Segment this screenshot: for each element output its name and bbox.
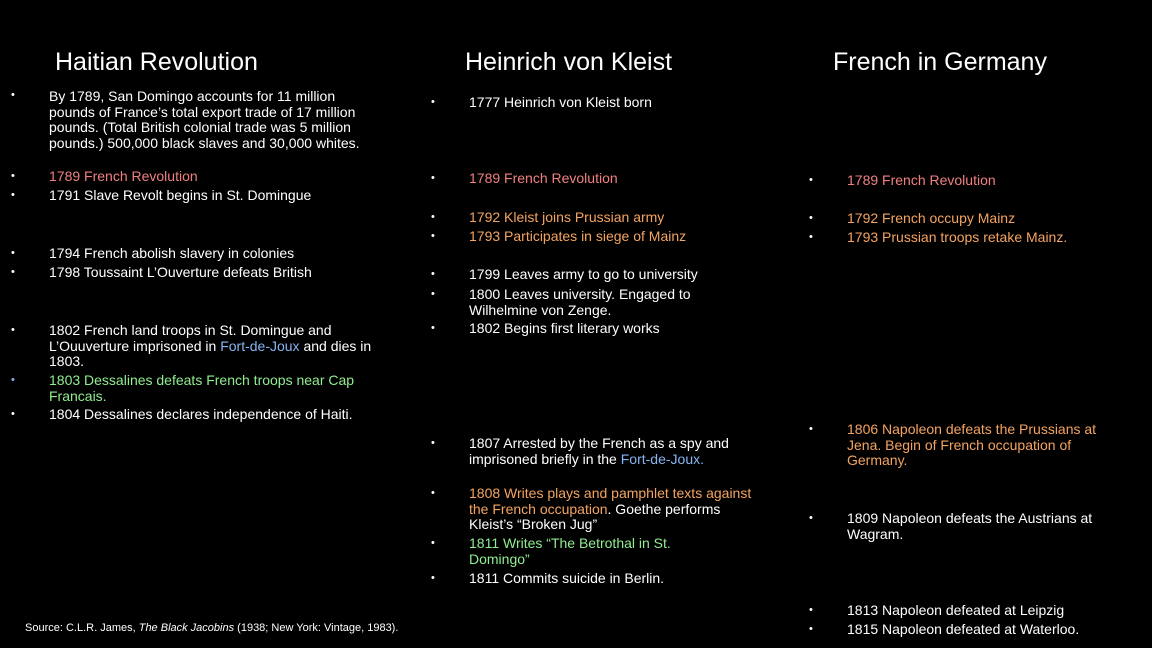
kleist-item-1789: 1789 French Revolution xyxy=(469,170,618,186)
bullet: • xyxy=(11,189,15,201)
kleist-item-1808-text-b: . Goethe performs Kleist’s “Broken Jug” xyxy=(469,500,721,532)
haiti-item-1802-text-c: and dies in 1803. xyxy=(49,337,372,369)
fort-de-joux-link: Fort-de-Joux xyxy=(220,337,300,354)
bullet: • xyxy=(809,231,813,243)
haiti-item-1802-text-a: 1802 French land troops in St. Domingue and L’Ouuverture imprisoned in xyxy=(49,322,332,354)
bullet: • xyxy=(431,288,435,300)
germany-item-1815: 1815 Napoleon defeated at Waterloo. xyxy=(847,621,1080,637)
haiti-item-1791: 1791 Slave Revolt begins in St. Domingue xyxy=(49,187,312,203)
bullet: • xyxy=(809,423,813,435)
kleist-item-1800: 1800 Leaves university. Engaged to Wilhelmine von Zenge. xyxy=(469,286,691,318)
bullet: • xyxy=(431,572,435,584)
kleist-item-1811-suicide: 1811 Commits suicide in Berlin. xyxy=(469,570,665,586)
bullet: • xyxy=(809,212,813,224)
kleist-item-1802: 1802 Begins first literary works xyxy=(469,320,660,336)
bullet: • xyxy=(431,211,435,223)
bullet: • xyxy=(11,170,15,182)
title-french-in-germany: French in Germany xyxy=(833,48,1047,76)
kleist-item-1808-text-a: 1808 Writes plays and pamphlet texts against the French occupation xyxy=(469,485,752,517)
bullet: • xyxy=(11,324,15,336)
kleist-item-1793: 1793 Participates in siege of Mainz xyxy=(469,228,687,244)
bullet: • xyxy=(809,174,813,186)
bullet: • xyxy=(431,172,435,184)
kleist-item-1807 xyxy=(469,436,744,467)
kleist-item-1808 xyxy=(469,486,754,533)
bullet: • xyxy=(431,230,435,242)
germany-item-1809: 1809 Napoleon defeats the Austrians at Wagram. xyxy=(847,510,1093,542)
bullet: • xyxy=(11,408,15,420)
bullet: • xyxy=(809,512,813,524)
source-citation xyxy=(25,622,398,634)
haiti-item-1802 xyxy=(49,323,384,370)
kleist-item-1792: 1792 Kleist joins Prussian army xyxy=(469,209,665,225)
haiti-item-1798: 1798 Toussaint L’Ouverture defeats British xyxy=(49,264,312,280)
bullet: • xyxy=(11,266,15,278)
kleist-item-1807-text: 1807 Arrested by the French as a spy and imprisoned briefly in the xyxy=(469,435,729,467)
germany-item-1792: 1792 French occupy Mainz xyxy=(847,210,1016,226)
title-haitian-revolution: Haitian Revolution xyxy=(55,48,258,76)
germany-item-1793: 1793 Prussian troops retake Mainz. xyxy=(847,229,1068,245)
haiti-item-1803: 1803 Dessalines defeats French troops near Cap Francais. xyxy=(49,372,355,404)
bullet: • xyxy=(809,604,813,616)
bullet: • xyxy=(431,268,435,280)
title-heinrich-von-kleist: Heinrich von Kleist xyxy=(465,48,673,76)
bullet: • xyxy=(11,374,15,386)
kleist-item-1777: 1777 Heinrich von Kleist born xyxy=(469,94,652,110)
germany-item-1813: 1813 Napoleon defeated at Leipzig xyxy=(847,602,1065,618)
source-book-title: The Black Jacobins xyxy=(138,622,235,634)
haiti-item-trade: By 1789, San Domingo accounts for 11 million pounds of France’s total export trade of 17 million pounds. (Total British colonial trade was 5 million pounds.) 500,000 black slaves and 30,000 whites. xyxy=(49,88,360,151)
bullet: • xyxy=(11,247,15,259)
germany-item-1806: 1806 Napoleon defeats the Prussians at Jena. Begin of French occupation of Germany. xyxy=(847,421,1097,468)
germany-item-1789: 1789 French Revolution xyxy=(847,172,996,188)
haiti-item-1794: 1794 French abolish slavery in colonies xyxy=(49,245,295,261)
kleist-item-1799: 1799 Leaves army to go to university xyxy=(469,266,698,282)
bullet: • xyxy=(431,487,435,499)
bullet: • xyxy=(809,623,813,635)
bullet: • xyxy=(11,89,15,101)
haiti-item-1804: 1804 Dessalines declares independence of Haiti. xyxy=(49,406,353,422)
bullet: • xyxy=(431,437,435,449)
bullet: • xyxy=(431,537,435,549)
haiti-item-1789: 1789 French Revolution xyxy=(49,168,198,184)
bullet: • xyxy=(431,322,435,334)
source-prefix: Source: C.L.R. James, xyxy=(25,622,139,634)
fort-de-joux-link-2: Fort-de-Joux. xyxy=(620,450,704,467)
bullet: • xyxy=(431,96,435,108)
kleist-item-1811-betrothal: 1811 Writes “The Betrothal in St. Domingo” xyxy=(469,535,671,567)
source-suffix: (1938; New York: Vintage, 1983). xyxy=(234,622,399,634)
